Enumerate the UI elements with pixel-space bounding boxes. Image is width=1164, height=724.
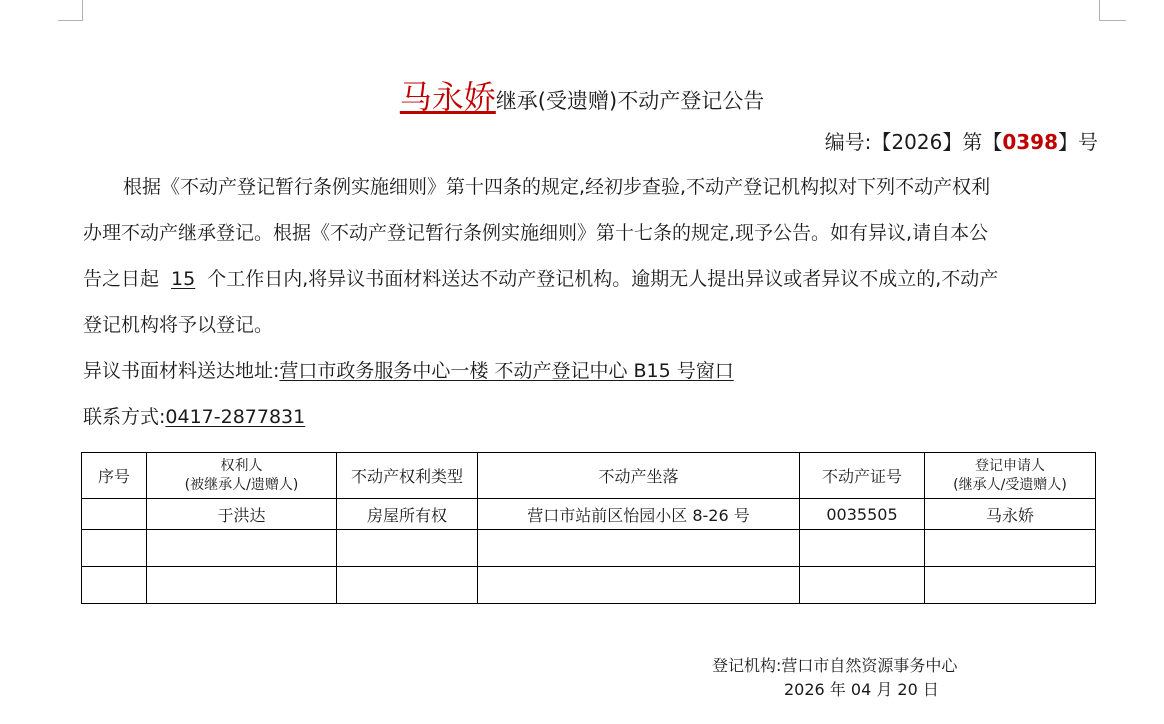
table-row-empty (82, 567, 1096, 604)
cell-applicant: 马永娇 (925, 499, 1096, 530)
contact-phone: 0417-2877831 (165, 406, 306, 428)
address-value: 营口市政务服务中心一楼 不动产登记中心 B15 号窗口 (279, 360, 734, 382)
table-header-row (82, 453, 1096, 499)
body-line-2: 办理不动产继承登记。根据《不动产登记暂行条例实施细则》第十七条的规定,现予公告。如有异议,请自本公 (83, 222, 989, 244)
table-row (82, 499, 1096, 530)
header-location: 不动产坐落 (478, 453, 800, 499)
header-right-type: 不动产权利类型 (337, 453, 478, 499)
address-label: 异议书面材料送达地址: (83, 360, 280, 382)
doc-number-prefix: 编号:【2026】第【 (824, 130, 1003, 154)
body-line-3 (83, 264, 1103, 291)
header-obligee: 权利人 (被继承人/遗赠人) (147, 453, 337, 499)
doc-number-value: 0398 (1002, 130, 1058, 154)
contact-label: 联系方式: (83, 406, 166, 428)
registration-table (81, 452, 1096, 604)
body-line-1: 根据《不动产登记暂行条例实施细则》第十四条的规定,经初步查验,不动产登记机构拟对下列不动产权利 (123, 176, 991, 198)
cell-right-type: 房屋所有权 (337, 499, 478, 530)
cell-cert-no: 0035505 (800, 499, 925, 530)
header-cert-no: 不动产证号 (800, 453, 925, 499)
doc-number-suffix: 】号 (1058, 130, 1098, 154)
applicant-name-title: 马永娇 (399, 78, 496, 116)
page-corner-mark-right (1099, 0, 1126, 21)
body-line-3-start: 告之日起 (83, 268, 160, 290)
document-title (0, 72, 1164, 118)
registration-authority: 登记机构:营口市自然资源事务中心 (712, 656, 958, 675)
body-line-3-end: 个工作日内,将异议书面材料送达不动产登记机构。逾期无人提出异议或者异议不成立的,不动产 (207, 268, 999, 290)
objection-address (83, 356, 1103, 383)
document-number (825, 126, 1098, 155)
header-seq: 序号 (82, 453, 147, 499)
title-text: 继承(受遗赠)不动产登记公告 (495, 89, 765, 113)
contact-info (83, 402, 1103, 429)
header-applicant: 登记申请人 (继承人/受遗赠人) (925, 453, 1096, 499)
objection-days: 15 (171, 268, 196, 290)
page-corner-mark-left (58, 0, 83, 21)
body-line-4: 登记机构将予以登记。 (83, 314, 274, 336)
cell-obligee: 于洪达 (147, 499, 337, 530)
cell-seq (82, 499, 147, 530)
cell-location: 营口市站前区怡园小区 8-26 号 (478, 499, 800, 530)
table-row-empty (82, 530, 1096, 567)
announcement-date: 2026 年 04 月 20 日 (784, 680, 939, 699)
